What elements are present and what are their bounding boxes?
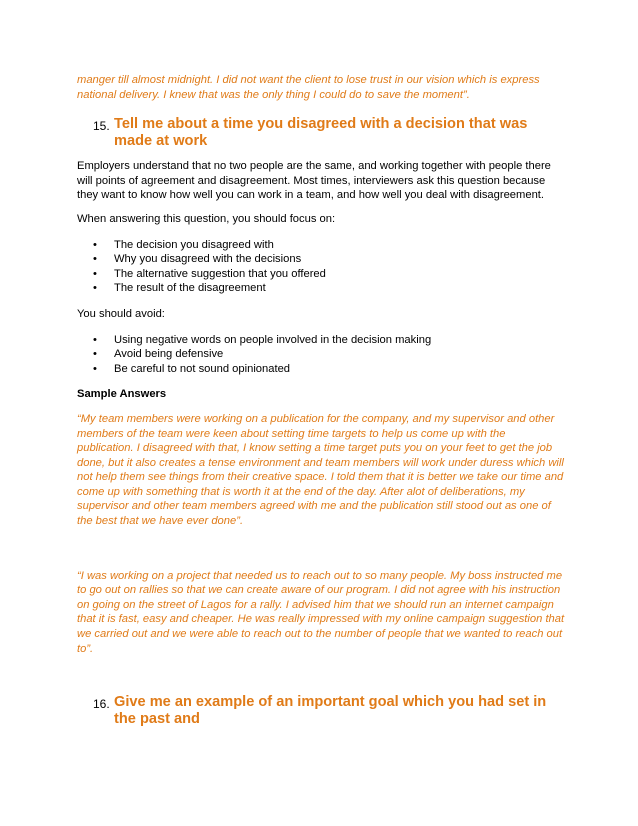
list-item: • The result of the disagreement <box>77 281 565 296</box>
list-item: • Avoid being defensive <box>77 347 565 362</box>
list-item: • Be careful to not sound opinionated <box>77 362 565 377</box>
question-16-heading <box>93 694 565 728</box>
focus-list <box>77 238 565 296</box>
list-item: • The alternative suggestion that you offered <box>77 267 565 282</box>
sample-answer-2: “I was working on a project that needed us to reach out to so many people. My boss instructed me to go out on rallies so that we can create aware of our program. I did not agree with his instruction on going on the street of Lagos for a rally. I advised him that we should run an internet campaign that it is fast, easy and cheaper. He was really impressed with my online campaign suggestion that we carried out and we were able to reach out to the number of people that we wanted to reach out to”. <box>77 569 565 655</box>
question-15-heading <box>93 116 565 150</box>
list-item: • The decision you disagreed with <box>77 238 565 253</box>
question-16-number: 16. <box>93 697 110 712</box>
question-15-intro: Employers understand that no two people are the same, and working together with people there will points of agreement and disagreement. Most times, interviewers ask this question because they want to know how well you can work in a team, and how well you deal with disagreement. <box>77 160 551 202</box>
list-item: • Why you disagreed with the decisions <box>77 252 565 267</box>
avoid-list <box>77 333 565 377</box>
question-15-title: Tell me about a time you disagreed with a decision that was made at work <box>114 116 528 150</box>
sample-answer-1: “My team members were working on a publication for the company, and my supervisor and other members of the team were keen about setting time targets to help us come up with the publication. I disagreed with that, I know setting a time target puts you on your feet to get the job done, but it also creates a tense environment and team members will work under duress which will not help them see things from their creative space. I told them that it is better we take our time and come up with something that is worth it at the end of the day. After alot of deliberations, my supervisor and other team members agreed with me and the publication still stood out as one of the best that we have ever done”. <box>77 412 564 528</box>
intro-quote: manger till almost midnight. I did not want the client to lose trust in our vision which is express national delivery. I knew that was the only thing I could do to save the moment”. <box>77 74 540 101</box>
document-page <box>77 73 565 728</box>
focus-label: When answering this question, you should focus on: <box>77 212 336 225</box>
question-16-title: Give me an example of an important goal which you had set in the past and <box>114 694 547 728</box>
sample-answers-heading: Sample Answers <box>77 388 167 401</box>
question-15-number: 15. <box>93 119 110 134</box>
list-item: • Using negative words on people involved in the decision making <box>77 333 565 348</box>
avoid-label: You should avoid: <box>77 307 165 320</box>
